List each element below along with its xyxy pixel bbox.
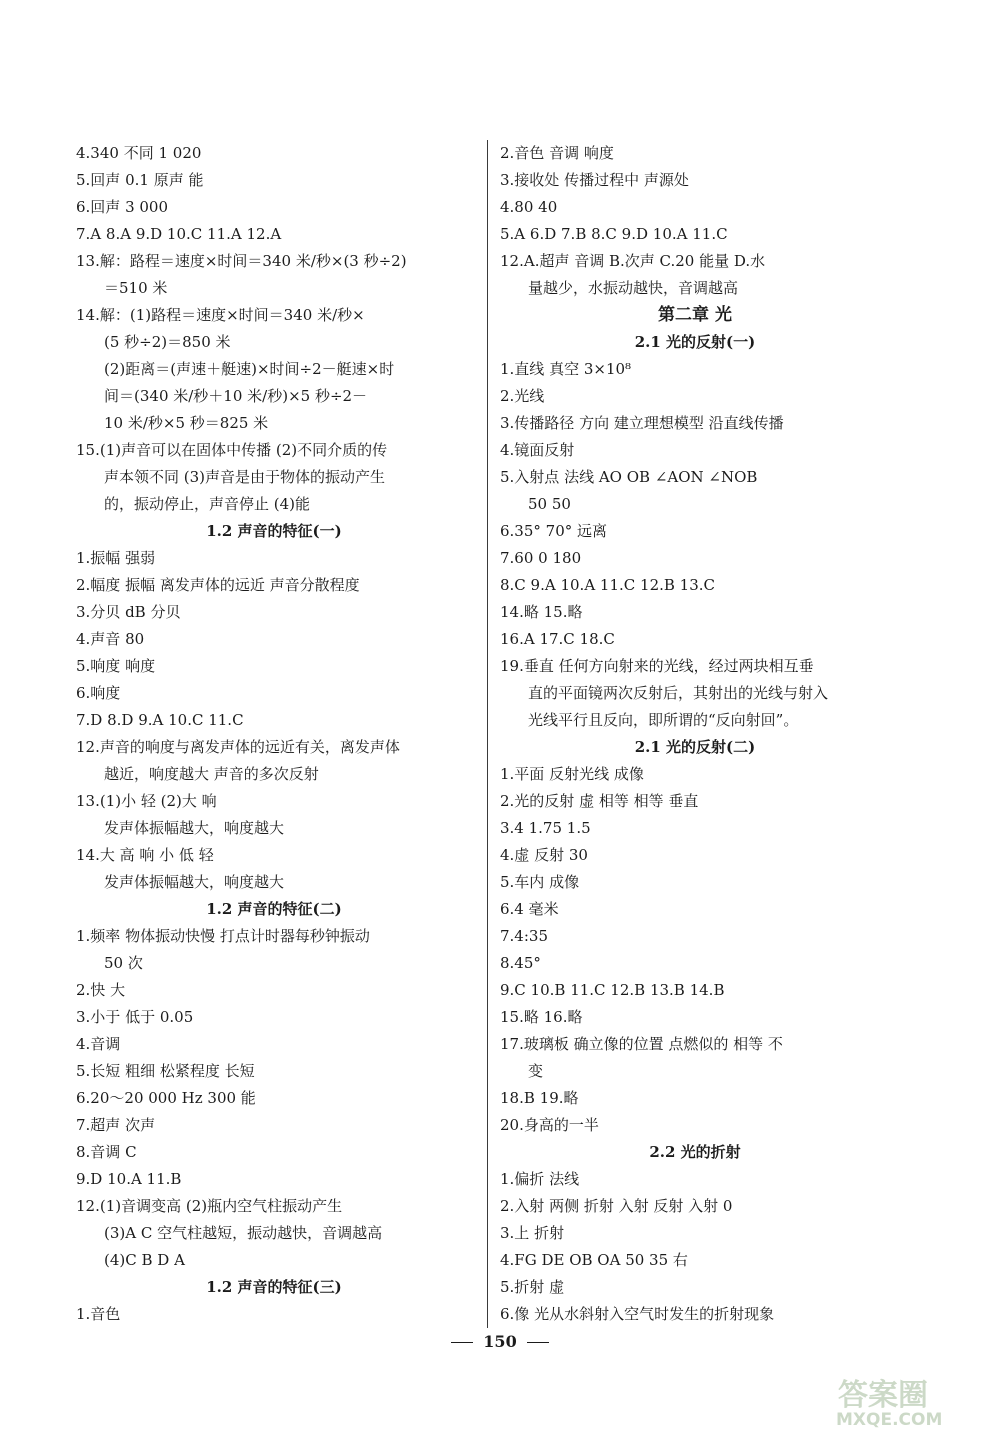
answer-line: 7.A 8.A 9.D 10.C 11.A 12.A bbox=[76, 225, 282, 243]
answer-line: 9.C 10.B 11.C 12.B 13.B 14.B bbox=[500, 981, 725, 999]
answer-line: 3.接收处 传播过程中 声源处 bbox=[500, 171, 689, 189]
section-heading: 1.2 声音的特征(一) bbox=[206, 522, 342, 540]
answer-line: 发声体振幅越大，响度越大 bbox=[104, 819, 285, 837]
answer-line: 5.响度 响度 bbox=[76, 657, 156, 675]
answer-line: 12.A.超声 音调 B.次声 C.20 能量 D.水 bbox=[500, 252, 766, 270]
answer-line: 间＝(340 米/秒＋10 米/秒)×5 秒÷2－ bbox=[104, 387, 368, 405]
answer-line: 1.偏折 法线 bbox=[500, 1170, 580, 1188]
left-column bbox=[76, 140, 472, 1328]
answer-line: 5.A 6.D 7.B 8.C 9.D 10.A 11.C bbox=[500, 225, 728, 243]
answer-line: 直的平面镜两次反射后，其射出的光线与射入 bbox=[528, 684, 829, 702]
answer-line: 17.玻璃板 确立像的位置 点燃似的 相等 不 bbox=[500, 1035, 783, 1053]
answer-line: 3.小于 低于 0.05 bbox=[76, 1008, 194, 1026]
answer-line: 2.快 大 bbox=[76, 981, 126, 999]
section-heading: 第二章 光 bbox=[658, 305, 732, 325]
answer-line: 变 bbox=[528, 1062, 544, 1080]
answer-line: 3.分贝 dB 分贝 bbox=[76, 603, 181, 621]
answer-line: 4.FG DE OB OA 50 35 右 bbox=[500, 1251, 688, 1269]
answer-line: 2.音色 音调 响度 bbox=[500, 144, 614, 162]
answer-line: 1.频率 物体振动快慢 打点计时器每秒钟振动 bbox=[76, 927, 370, 945]
answer-line: 50 次 bbox=[104, 954, 143, 972]
answer-line: 9.D 10.A 11.B bbox=[76, 1170, 182, 1188]
answer-line: 12.声音的响度与离发声体的远近有关，离发声体 bbox=[76, 738, 400, 756]
answer-line: 3.传播路径 方向 建立理想模型 沿直线传播 bbox=[500, 414, 784, 432]
answer-line: 2.入射 两侧 折射 入射 反射 入射 0 bbox=[500, 1197, 733, 1215]
answer-line: 8.45° bbox=[500, 954, 541, 972]
answer-line: (2)距离＝(声速＋艇速)×时间÷2－艇速×时 bbox=[104, 360, 395, 378]
answer-line: (3)A C 空气柱越短，振动越快，音调越高 bbox=[104, 1224, 383, 1242]
answer-line: 6.4 毫米 bbox=[500, 900, 559, 918]
answer-line: 2.光线 bbox=[500, 387, 545, 405]
answer-line: 2.幅度 振幅 离发声体的远近 声音分散程度 bbox=[76, 576, 360, 594]
section-heading: 2.2 光的折射 bbox=[649, 1143, 741, 1161]
answer-line: (4)C B D A bbox=[104, 1251, 185, 1269]
answer-line: 5.车内 成像 bbox=[500, 873, 580, 891]
section-heading: 1.2 声音的特征(三) bbox=[206, 1278, 342, 1296]
answer-line: 6.35° 70° 远离 bbox=[500, 522, 608, 540]
answer-line: 4.340 不同 1 020 bbox=[76, 144, 202, 162]
answer-line: (5 秒÷2)＝850 米 bbox=[104, 333, 231, 351]
answer-line: 6.20～20 000 Hz 300 能 bbox=[76, 1089, 256, 1107]
column-divider bbox=[487, 140, 488, 1328]
answer-line: 1.振幅 强弱 bbox=[76, 549, 156, 567]
answer-line: 6.回声 3 000 bbox=[76, 198, 169, 216]
answer-line: 2.光的反射 虚 相等 相等 垂直 bbox=[500, 792, 699, 810]
answer-line: ＝510 米 bbox=[104, 279, 168, 297]
answer-line: 14.略 15.略 bbox=[500, 603, 583, 621]
answer-line: 7.4:35 bbox=[500, 927, 548, 945]
answer-line: 量越少，水振动越快，音调越高 bbox=[528, 279, 739, 297]
answer-line: 20.身高的一半 bbox=[500, 1116, 599, 1134]
answer-line: 4.音调 bbox=[76, 1035, 121, 1053]
answer-line: 18.B 19.略 bbox=[500, 1089, 579, 1107]
answer-line: 19.垂直 任何方向射来的光线，经过两块相互垂 bbox=[500, 657, 814, 675]
answer-line: 14.解：(1)路程＝速度×时间＝340 米/秒× bbox=[76, 306, 365, 324]
answer-line: 4.镜面反射 bbox=[500, 441, 575, 459]
watermark bbox=[828, 1368, 978, 1432]
answer-line: 50 50 bbox=[528, 495, 571, 513]
answer-line: 7.超声 次声 bbox=[76, 1116, 156, 1134]
answer-line: 1.直线 真空 3×10⁸ bbox=[500, 360, 632, 378]
watermark-site: MXQE.COM bbox=[836, 1410, 943, 1430]
answer-line: 越近，响度越大 声音的多次反射 bbox=[104, 765, 319, 783]
answer-line: 10 米/秒×5 秒＝825 米 bbox=[104, 414, 269, 432]
page-footer bbox=[0, 1332, 1000, 1351]
footer-dash-right bbox=[527, 1342, 549, 1343]
answer-line: 4.声音 80 bbox=[76, 630, 145, 648]
answer-line: 4.虚 反射 30 bbox=[500, 846, 588, 864]
answer-line: 7.60 0 180 bbox=[500, 549, 582, 567]
answer-line: 发声体振幅越大，响度越大 bbox=[104, 873, 285, 891]
answer-line: 声本领不同 (3)声音是由于物体的振动产生 bbox=[104, 468, 386, 486]
watermark-logo: 答案圈 bbox=[838, 1378, 928, 1413]
section-heading: 1.2 声音的特征(二) bbox=[206, 900, 342, 918]
answer-line: 4.80 40 bbox=[500, 198, 558, 216]
answer-line: 13.(1)小 轻 (2)大 响 bbox=[76, 792, 217, 810]
answer-line: 6.像 光从水斜射入空气时发生的折射现象 bbox=[500, 1305, 775, 1323]
answer-line: 12.(1)音调变高 (2)瓶内空气柱振动产生 bbox=[76, 1197, 343, 1215]
page-number: 150 bbox=[483, 1332, 517, 1351]
answer-line: 5.入射点 法线 AO OB ∠AON ∠NOB bbox=[500, 468, 758, 486]
answer-line: 5.长短 粗细 松紧程度 长短 bbox=[76, 1062, 255, 1080]
answer-line: 8.音调 C bbox=[76, 1143, 137, 1161]
answer-line: 1.平面 反射光线 成像 bbox=[500, 765, 644, 783]
section-heading: 2.1 光的反射(一) bbox=[634, 333, 756, 351]
answer-line: 14.大 高 响 小 低 轻 bbox=[76, 846, 214, 864]
answer-line: 3.上 折射 bbox=[500, 1224, 565, 1242]
right-column bbox=[500, 140, 890, 1328]
answer-line: 1.音色 bbox=[76, 1305, 121, 1323]
answer-line: 5.折射 虚 bbox=[500, 1278, 565, 1296]
footer-dash-left bbox=[451, 1342, 473, 1343]
answer-line: 光线平行且反向，即所谓的“反向射回”。 bbox=[528, 711, 799, 729]
answer-line: 3.4 1.75 1.5 bbox=[500, 819, 591, 837]
section-heading: 2.1 光的反射(二) bbox=[634, 738, 756, 756]
answer-line: 5.回声 0.1 原声 能 bbox=[76, 171, 204, 189]
answer-line: 15.(1)声音可以在固体中传播 (2)不同介质的传 bbox=[76, 441, 388, 459]
answer-line: 6.响度 bbox=[76, 684, 121, 702]
answer-line: 16.A 17.C 18.C bbox=[500, 630, 615, 648]
answer-line: 的，振动停止，声音停止 (4)能 bbox=[104, 495, 311, 513]
answer-line: 7.D 8.D 9.A 10.C 11.C bbox=[76, 711, 244, 729]
answer-line: 8.C 9.A 10.A 11.C 12.B 13.C bbox=[500, 576, 716, 594]
answer-line: 13.解：路程＝速度×时间＝340 米/秒×(3 秒÷2) bbox=[76, 252, 407, 270]
answer-line: 15.略 16.略 bbox=[500, 1008, 583, 1026]
